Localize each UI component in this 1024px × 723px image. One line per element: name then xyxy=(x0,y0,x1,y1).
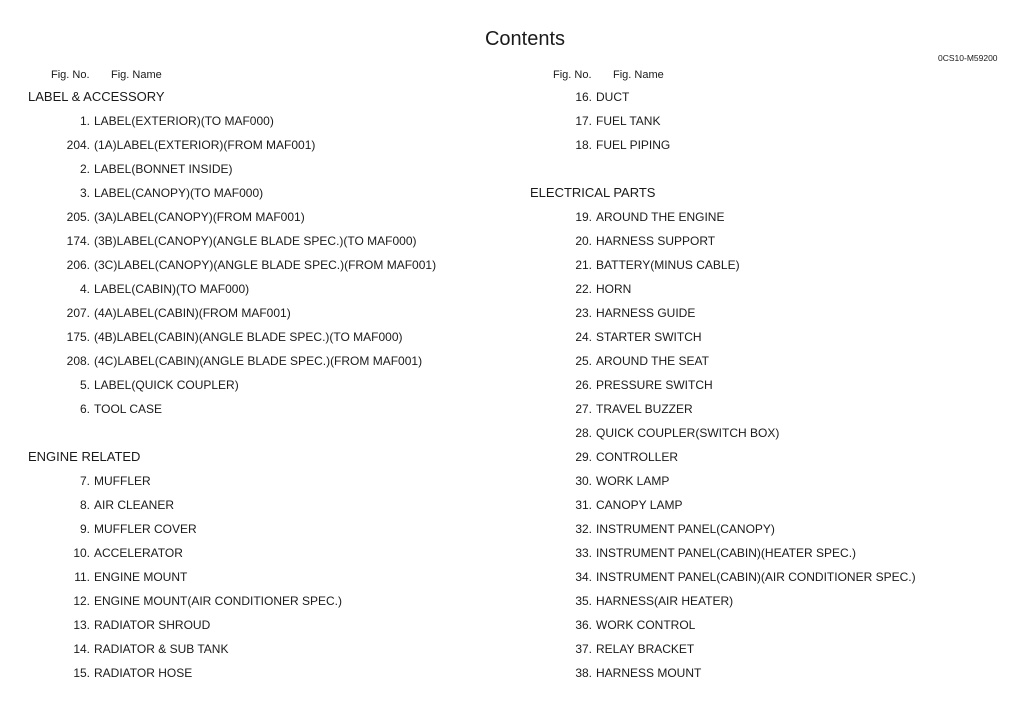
contents-entry[interactable] xyxy=(530,253,1010,277)
fig-number: 13. xyxy=(73,618,90,632)
fig-name: FUEL PIPING xyxy=(596,138,671,152)
fig-number: 20. xyxy=(575,234,592,248)
contents-entry[interactable] xyxy=(28,493,508,517)
fig-name: RADIATOR SHROUD xyxy=(94,618,211,632)
contents-entry[interactable] xyxy=(28,325,508,349)
fig-name-header: Fig. Name xyxy=(613,69,664,81)
fig-number: 33. xyxy=(575,546,592,560)
fig-name: FUEL TANK xyxy=(596,114,661,128)
section-title: LABEL & ACCESSORY xyxy=(28,89,165,104)
fig-name: HARNESS MOUNT xyxy=(596,666,702,680)
fig-name: RADIATOR HOSE xyxy=(94,666,193,680)
contents-entry[interactable] xyxy=(28,205,508,229)
contents-column-right xyxy=(530,68,1010,685)
fig-name: WORK CONTROL xyxy=(596,618,696,632)
fig-name: (4C)LABEL(CABIN)(ANGLE BLADE SPEC.)(FROM MAF001) xyxy=(94,354,423,368)
fig-number: 7. xyxy=(79,474,90,488)
contents-entry[interactable] xyxy=(530,133,1010,157)
fig-number: 205. xyxy=(66,210,90,224)
fig-number: 9. xyxy=(79,522,90,536)
fig-number: 3. xyxy=(79,186,90,200)
contents-entry[interactable] xyxy=(530,661,1010,685)
fig-number: 30. xyxy=(575,474,592,488)
document-number: 0CS10-M59200 xyxy=(938,53,998,63)
contents-entry[interactable] xyxy=(530,421,1010,445)
fig-name: LABEL(CABIN)(TO MAF000) xyxy=(94,282,250,296)
fig-name: INSTRUMENT PANEL(CABIN)(AIR CONDITIONER SPEC.) xyxy=(596,570,916,584)
contents-entry[interactable] xyxy=(530,397,1010,421)
fig-number: 37. xyxy=(575,642,592,656)
fig-number: 28. xyxy=(575,426,592,440)
contents-entry[interactable] xyxy=(530,325,1010,349)
fig-name: RELAY BRACKET xyxy=(596,642,695,656)
fig-name: (3C)LABEL(CANOPY)(ANGLE BLADE SPEC.)(FROM MAF001) xyxy=(94,258,437,272)
fig-number: 19. xyxy=(575,210,592,224)
fig-name: MUFFLER COVER xyxy=(94,522,197,536)
fig-name: CANOPY LAMP xyxy=(596,498,683,512)
fig-number: 10. xyxy=(73,546,90,560)
fig-number: 175. xyxy=(66,330,90,344)
section-heading xyxy=(28,85,508,109)
fig-name: AIR CLEANER xyxy=(94,498,175,512)
fig-number: 8. xyxy=(79,498,90,512)
contents-entry[interactable] xyxy=(530,205,1010,229)
contents-entry[interactable] xyxy=(530,109,1010,133)
fig-no-header: Fig. No. xyxy=(553,69,592,81)
fig-name-header: Fig. Name xyxy=(111,69,162,81)
fig-name: (1A)LABEL(EXTERIOR)(FROM MAF001) xyxy=(94,138,316,152)
contents-entry[interactable] xyxy=(28,541,508,565)
contents-entry[interactable] xyxy=(28,565,508,589)
fig-number: 12. xyxy=(73,594,90,608)
contents-entry[interactable] xyxy=(530,349,1010,373)
contents-entry[interactable] xyxy=(530,589,1010,613)
fig-name: (3B)LABEL(CANOPY)(ANGLE BLADE SPEC.)(TO MAF000) xyxy=(94,234,417,248)
fig-name: DUCT xyxy=(596,90,630,104)
fig-number: 14. xyxy=(73,642,90,656)
contents-entry[interactable] xyxy=(28,613,508,637)
section-title: ENGINE RELATED xyxy=(28,449,141,464)
fig-name: QUICK COUPLER(SWITCH BOX) xyxy=(596,426,780,440)
fig-name: BATTERY(MINUS CABLE) xyxy=(596,258,740,272)
fig-number: 11. xyxy=(74,570,90,584)
page-title: Contents xyxy=(484,28,566,50)
fig-name: PRESSURE SWITCH xyxy=(596,378,713,392)
column-header xyxy=(28,68,508,85)
fig-number: 22. xyxy=(575,282,592,296)
section-heading xyxy=(28,445,508,469)
fig-name: HARNESS SUPPORT xyxy=(596,234,716,248)
fig-name: ENGINE MOUNT(AIR CONDITIONER SPEC.) xyxy=(94,594,343,608)
fig-name: AROUND THE SEAT xyxy=(596,354,709,368)
fig-name: AROUND THE ENGINE xyxy=(596,210,725,224)
fig-name: (4B)LABEL(CABIN)(ANGLE BLADE SPEC.)(TO MAF000) xyxy=(94,330,403,344)
fig-name: ACCELERATOR xyxy=(94,546,183,560)
fig-name: WORK LAMP xyxy=(596,474,670,488)
fig-name: ENGINE MOUNT xyxy=(94,570,188,584)
contents-entry[interactable] xyxy=(28,397,508,421)
contents-entry[interactable] xyxy=(530,541,1010,565)
fig-name: RADIATOR & SUB TANK xyxy=(94,642,229,656)
contents-entry[interactable] xyxy=(28,373,508,397)
contents-entry[interactable] xyxy=(530,469,1010,493)
fig-number: 27. xyxy=(575,402,592,416)
contents-entry[interactable] xyxy=(530,637,1010,661)
fig-number: 29. xyxy=(575,450,592,464)
fig-name: CONTROLLER xyxy=(596,450,679,464)
fig-name: STARTER SWITCH xyxy=(596,330,702,344)
fig-name: LABEL(CANOPY)(TO MAF000) xyxy=(94,186,264,200)
fig-number: 21. xyxy=(575,258,592,272)
column-header xyxy=(530,68,1010,85)
fig-number: 15. xyxy=(73,666,90,680)
contents-entry[interactable] xyxy=(530,517,1010,541)
fig-number: 6. xyxy=(79,402,90,416)
fig-name: LABEL(QUICK COUPLER) xyxy=(94,378,239,392)
fig-number: 26. xyxy=(575,378,592,392)
contents-entry[interactable] xyxy=(530,229,1010,253)
fig-name: LABEL(BONNET INSIDE) xyxy=(94,162,233,176)
contents-entry[interactable] xyxy=(28,133,508,157)
contents-entry[interactable] xyxy=(530,445,1010,469)
fig-no-header: Fig. No. xyxy=(51,69,90,81)
spacer-row xyxy=(28,421,508,445)
contents-entry[interactable] xyxy=(28,661,508,685)
contents-entry[interactable] xyxy=(28,349,508,373)
fig-number: 18. xyxy=(575,138,592,152)
fig-number: 174. xyxy=(66,234,90,248)
contents-entry[interactable] xyxy=(530,565,1010,589)
fig-number: 207. xyxy=(66,306,90,320)
contents-entry[interactable] xyxy=(530,613,1010,637)
contents-entry[interactable] xyxy=(28,109,508,133)
spacer-row xyxy=(530,157,1010,181)
fig-name: HARNESS(AIR HEATER) xyxy=(596,594,734,608)
fig-number: 31. xyxy=(575,498,592,512)
fig-number: 16. xyxy=(575,90,592,104)
fig-number: 34. xyxy=(575,570,592,584)
contents-entry[interactable] xyxy=(530,493,1010,517)
fig-number: 38. xyxy=(575,666,592,680)
fig-name: (3A)LABEL(CANOPY)(FROM MAF001) xyxy=(94,210,305,224)
fig-name: TOOL CASE xyxy=(94,402,163,416)
fig-number: 206. xyxy=(66,258,90,272)
contents-entry[interactable] xyxy=(530,277,1010,301)
contents-entry[interactable] xyxy=(28,277,508,301)
fig-number: 5. xyxy=(79,378,90,392)
section-heading xyxy=(530,181,1010,205)
fig-number: 204. xyxy=(66,138,90,152)
fig-number: 4. xyxy=(79,282,90,296)
fig-number: 1. xyxy=(79,114,90,128)
fig-number: 23. xyxy=(575,306,592,320)
contents-entry[interactable] xyxy=(28,229,508,253)
contents-entry[interactable] xyxy=(530,373,1010,397)
fig-number: 25. xyxy=(575,354,592,368)
fig-name: HARNESS GUIDE xyxy=(596,306,696,320)
contents-entry[interactable] xyxy=(28,469,508,493)
fig-number: 36. xyxy=(575,618,592,632)
fig-name: MUFFLER xyxy=(94,474,151,488)
fig-name: INSTRUMENT PANEL(CABIN)(HEATER SPEC.) xyxy=(596,546,857,560)
fig-name: TRAVEL BUZZER xyxy=(596,402,693,416)
contents-entry[interactable] xyxy=(28,181,508,205)
fig-number: 17. xyxy=(575,114,592,128)
contents-entry[interactable] xyxy=(28,253,508,277)
section-title: ELECTRICAL PARTS xyxy=(530,185,656,200)
contents-entry[interactable] xyxy=(28,157,508,181)
contents-column-left xyxy=(28,68,508,685)
contents-entry[interactable] xyxy=(530,85,1010,109)
contents-entry[interactable] xyxy=(28,301,508,325)
contents-entry[interactable] xyxy=(28,589,508,613)
contents-entry[interactable] xyxy=(28,517,508,541)
fig-number: 24. xyxy=(575,330,592,344)
fig-number: 32. xyxy=(575,522,592,536)
contents-entry[interactable] xyxy=(28,637,508,661)
fig-number: 35. xyxy=(575,594,592,608)
fig-number: 208. xyxy=(66,354,90,368)
fig-name: LABEL(EXTERIOR)(TO MAF000) xyxy=(94,114,274,128)
fig-name: INSTRUMENT PANEL(CANOPY) xyxy=(596,522,775,536)
fig-name: (4A)LABEL(CABIN)(FROM MAF001) xyxy=(94,306,291,320)
fig-name: HORN xyxy=(596,282,632,296)
fig-number: 2. xyxy=(79,162,90,176)
contents-entry[interactable] xyxy=(530,301,1010,325)
